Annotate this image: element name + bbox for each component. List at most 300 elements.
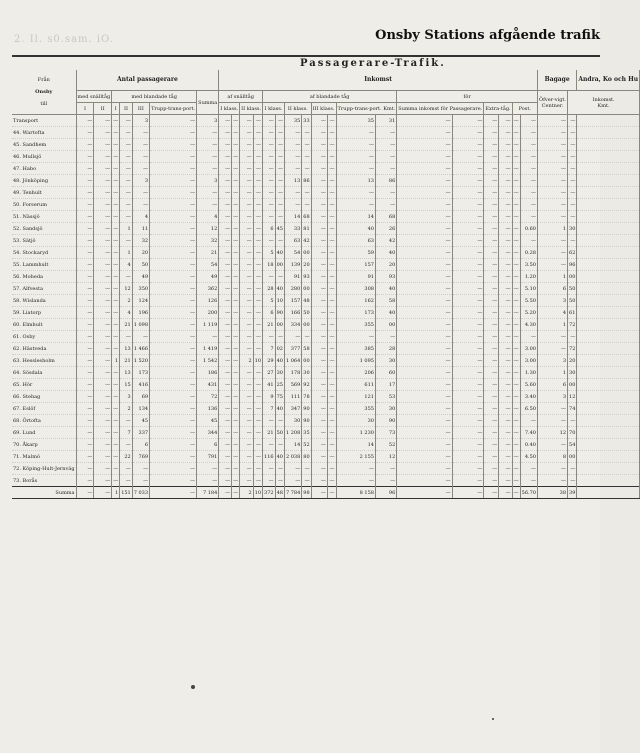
value-cell: — <box>397 139 452 151</box>
value-cell: — <box>397 439 452 451</box>
value-cell: — <box>499 319 512 331</box>
value-cell: — <box>76 187 94 199</box>
station-name: Hesslesholm <box>22 357 55 364</box>
value-cell: — <box>311 439 327 451</box>
value-cell: — <box>537 199 567 211</box>
value-cell: — <box>232 295 240 307</box>
station-number: 52. <box>13 225 21 232</box>
value-cell: 25 <box>275 379 284 391</box>
value-cell: — <box>76 175 94 187</box>
value-cell: — <box>240 475 254 487</box>
value-cell: — <box>112 223 120 235</box>
station-name: Lund <box>22 429 36 436</box>
station-cell <box>12 115 76 127</box>
value-cell: — <box>94 331 112 343</box>
value-cell: — <box>76 427 94 439</box>
value-cell: — <box>232 379 240 391</box>
value-cell: — <box>150 379 197 391</box>
value-cell: — <box>232 115 240 127</box>
value-cell: — <box>150 475 197 487</box>
header-rule <box>12 55 600 57</box>
value-cell: — <box>512 151 520 163</box>
value-cell: 96 <box>568 259 577 271</box>
table-row <box>12 259 640 271</box>
value-cell: 139 <box>284 259 301 271</box>
value-cell: — <box>327 331 336 343</box>
value-cell: — <box>197 475 219 487</box>
value-cell: — <box>327 259 336 271</box>
value-cell: — <box>219 211 232 223</box>
value-cell: 30 <box>284 415 301 427</box>
value-cell <box>577 115 640 127</box>
value-cell: 334 <box>284 319 301 331</box>
value-cell: 1 <box>537 319 567 331</box>
value-cell: 151 <box>120 487 133 499</box>
value-cell: — <box>150 427 197 439</box>
station-number: 51. <box>13 213 21 220</box>
value-cell: — <box>253 451 262 463</box>
station-cell <box>12 175 76 187</box>
value-cell: — <box>512 139 520 151</box>
value-cell <box>577 391 640 403</box>
station-name: Sandsjö <box>22 225 43 232</box>
klass-I-bland: I <box>112 103 120 115</box>
value-cell: — <box>336 475 375 487</box>
value-cell: — <box>327 307 336 319</box>
value-cell: — <box>568 115 577 127</box>
value-cell: — <box>94 211 112 223</box>
station-name: Hästveda <box>22 345 47 352</box>
value-cell: — <box>499 379 512 391</box>
value-cell: 50 <box>132 259 149 271</box>
value-cell: — <box>484 163 499 175</box>
value-cell: — <box>537 175 567 187</box>
value-cell: 344 <box>197 427 219 439</box>
value-cell: — <box>240 307 254 319</box>
value-cell: — <box>219 439 232 451</box>
value-cell: — <box>150 367 197 379</box>
value-cell: — <box>253 403 262 415</box>
value-cell: — <box>375 331 396 343</box>
iii-klass-bland: III klass. <box>311 103 336 115</box>
value-cell: — <box>484 463 499 475</box>
value-cell: — <box>499 439 512 451</box>
value-cell: — <box>512 427 520 439</box>
value-cell: 50 <box>275 427 284 439</box>
value-cell: — <box>484 127 499 139</box>
value-cell: — <box>94 247 112 259</box>
station-name: Sandhem <box>22 141 47 148</box>
value-cell: — <box>253 163 262 175</box>
value-cell <box>577 139 640 151</box>
value-cell: 00 <box>568 451 577 463</box>
value-cell: — <box>112 151 120 163</box>
station-name: Habo <box>22 165 37 172</box>
value-cell: 13 <box>284 175 301 187</box>
value-cell: — <box>537 343 567 355</box>
value-cell: — <box>76 487 94 499</box>
value-cell: — <box>219 295 232 307</box>
station-cell <box>12 307 76 319</box>
value-cell: — <box>232 487 240 499</box>
value-cell: — <box>76 247 94 259</box>
value-cell: — <box>94 475 112 487</box>
value-cell: — <box>150 343 197 355</box>
value-cell: — <box>219 259 232 271</box>
value-cell: — <box>94 199 112 211</box>
value-cell: 10 <box>253 355 262 367</box>
value-cell: — <box>150 175 197 187</box>
value-cell: 14 <box>336 211 375 223</box>
value-cell: — <box>520 475 537 487</box>
value-cell: 14 <box>336 439 375 451</box>
value-cell: — <box>452 307 484 319</box>
value-cell: — <box>397 379 452 391</box>
value-cell: 20 <box>568 355 577 367</box>
value-cell: — <box>240 235 254 247</box>
running-title: Onsby Stations afgående trafik <box>375 28 600 43</box>
value-cell: — <box>275 199 284 211</box>
klass-I-snall: I <box>76 103 94 115</box>
value-cell: — <box>197 151 219 163</box>
value-cell: — <box>253 307 262 319</box>
value-cell: — <box>375 163 396 175</box>
value-cell: — <box>452 475 484 487</box>
value-cell: — <box>327 235 336 247</box>
value-cell: — <box>76 343 94 355</box>
value-cell <box>577 211 640 223</box>
bagage-inkomst-header: Inkomst. Kmt. <box>568 91 640 115</box>
value-cell: — <box>197 463 219 475</box>
value-cell: 5 <box>263 295 276 307</box>
value-cell: — <box>568 463 577 475</box>
value-cell: — <box>120 163 133 175</box>
value-cell: 78 <box>302 391 311 403</box>
value-cell: 21 <box>120 355 133 367</box>
value-cell: — <box>284 139 301 151</box>
value-cell <box>577 163 640 175</box>
value-cell: — <box>284 475 301 487</box>
station-name: Osby <box>22 333 36 340</box>
value-cell: — <box>150 391 197 403</box>
value-cell: — <box>336 151 375 163</box>
value-cell <box>577 187 640 199</box>
station-name: Malmö <box>22 453 40 460</box>
value-cell: — <box>150 163 197 175</box>
value-cell: — <box>327 139 336 151</box>
value-cell: — <box>397 367 452 379</box>
station-cell <box>12 463 76 475</box>
value-cell: — <box>452 487 484 499</box>
value-cell: — <box>336 163 375 175</box>
value-cell: — <box>253 259 262 271</box>
value-cell: — <box>327 415 336 427</box>
value-cell: — <box>112 307 120 319</box>
value-cell: 30 <box>568 367 577 379</box>
value-cell: — <box>311 391 327 403</box>
value-cell: — <box>484 271 499 283</box>
value-cell: — <box>520 187 537 199</box>
value-cell: — <box>240 151 254 163</box>
value-cell: — <box>311 247 327 259</box>
value-cell: 134 <box>132 403 149 415</box>
antal-header: Antal passagerare <box>76 70 219 91</box>
value-cell: — <box>484 367 499 379</box>
value-cell: — <box>253 271 262 283</box>
value-cell: 3 <box>537 391 567 403</box>
station-name: Lammhult <box>22 261 49 268</box>
value-cell: — <box>311 331 327 343</box>
table-row <box>12 127 640 139</box>
value-cell: — <box>452 367 484 379</box>
value-cell: — <box>253 343 262 355</box>
value-cell: 62 <box>568 247 577 259</box>
station-cell <box>12 355 76 367</box>
value-cell: — <box>94 283 112 295</box>
value-cell: 1.30 <box>520 367 537 379</box>
value-cell: — <box>484 247 499 259</box>
value-cell: — <box>275 115 284 127</box>
table-row <box>12 235 640 247</box>
value-cell: — <box>132 463 149 475</box>
value-cell: — <box>150 451 197 463</box>
value-cell: — <box>327 355 336 367</box>
station-name: Köping-Hult-Jernväg <box>22 465 75 472</box>
value-cell: — <box>397 391 452 403</box>
station-cell <box>12 139 76 151</box>
value-cell: — <box>311 403 327 415</box>
value-cell: — <box>240 415 254 427</box>
value-cell: 02 <box>275 343 284 355</box>
value-cell: — <box>120 271 133 283</box>
value-cell: 40 <box>336 223 375 235</box>
value-cell: — <box>263 439 276 451</box>
value-cell: — <box>240 331 254 343</box>
value-cell: — <box>520 199 537 211</box>
value-cell: — <box>112 259 120 271</box>
value-cell: — <box>232 175 240 187</box>
station-number: 56. <box>13 273 21 280</box>
value-cell: 12 <box>197 223 219 235</box>
med-snalltag-header: med snälltåg <box>76 91 112 103</box>
value-cell: — <box>263 199 276 211</box>
value-cell: — <box>311 283 327 295</box>
value-cell <box>577 331 640 343</box>
value-cell: — <box>327 175 336 187</box>
value-cell: — <box>76 211 94 223</box>
value-cell: — <box>452 259 484 271</box>
value-cell: 1 542 <box>197 355 219 367</box>
value-cell: 1.20 <box>520 271 537 283</box>
value-cell: — <box>284 331 301 343</box>
value-cell: — <box>512 199 520 211</box>
value-cell: — <box>120 175 133 187</box>
value-cell: — <box>150 139 197 151</box>
value-cell: 4.30 <box>520 319 537 331</box>
value-cell: — <box>120 331 133 343</box>
value-cell: — <box>484 487 499 499</box>
value-cell: — <box>240 283 254 295</box>
station-number: 55. <box>13 261 21 268</box>
value-cell: 377 <box>284 343 301 355</box>
value-cell: — <box>568 331 577 343</box>
station-number: 63. <box>13 357 21 364</box>
value-cell: 63 <box>284 235 301 247</box>
value-cell: — <box>232 127 240 139</box>
value-cell: — <box>219 451 232 463</box>
station-number: 64. <box>13 369 21 376</box>
value-cell: — <box>311 235 327 247</box>
value-cell: 1 520 <box>132 355 149 367</box>
value-cell: — <box>284 151 301 163</box>
value-cell: — <box>232 259 240 271</box>
value-cell: — <box>484 235 499 247</box>
value-cell: 69 <box>132 391 149 403</box>
table-row <box>12 247 640 259</box>
value-cell: — <box>397 343 452 355</box>
value-cell: 00 <box>302 247 311 259</box>
station-number: 69. <box>13 429 21 436</box>
value-cell: — <box>397 355 452 367</box>
value-cell: — <box>94 319 112 331</box>
station-cell <box>12 223 76 235</box>
station-name: Nässjö <box>22 213 40 220</box>
table-row <box>12 439 640 451</box>
value-cell: — <box>240 343 254 355</box>
value-cell: — <box>537 403 567 415</box>
value-cell: — <box>253 247 262 259</box>
value-cell: — <box>452 331 484 343</box>
value-cell: 6 <box>132 439 149 451</box>
value-cell: — <box>253 223 262 235</box>
value-cell: — <box>76 295 94 307</box>
value-cell: — <box>311 115 327 127</box>
table-row <box>12 331 640 343</box>
value-cell: 350 <box>132 283 149 295</box>
table-row <box>12 379 640 391</box>
value-cell: — <box>302 331 311 343</box>
value-cell: — <box>275 151 284 163</box>
value-cell: — <box>232 475 240 487</box>
value-cell: — <box>253 391 262 403</box>
value-cell: — <box>112 247 120 259</box>
value-cell: — <box>397 463 452 475</box>
value-cell: — <box>302 163 311 175</box>
value-cell: 200 <box>197 307 219 319</box>
value-cell: 58 <box>302 343 311 355</box>
value-cell: 40 <box>275 451 284 463</box>
value-cell: — <box>76 475 94 487</box>
value-cell: — <box>76 319 94 331</box>
value-cell: — <box>311 487 327 499</box>
value-cell: — <box>150 487 197 499</box>
value-cell: — <box>397 211 452 223</box>
value-cell: — <box>150 211 197 223</box>
value-cell: — <box>499 247 512 259</box>
value-cell: 21 <box>197 247 219 259</box>
value-cell: — <box>537 127 567 139</box>
value-cell: — <box>452 139 484 151</box>
value-cell: — <box>240 403 254 415</box>
value-cell: — <box>112 403 120 415</box>
value-cell <box>577 403 640 415</box>
value-cell: — <box>452 235 484 247</box>
value-cell: 45 <box>132 415 149 427</box>
value-cell: — <box>197 127 219 139</box>
value-cell: — <box>150 259 197 271</box>
value-cell: 11 <box>132 223 149 235</box>
value-cell: — <box>94 355 112 367</box>
station-cell <box>12 151 76 163</box>
value-cell: 7.40 <box>520 427 537 439</box>
value-cell: — <box>150 307 197 319</box>
value-cell: — <box>132 127 149 139</box>
value-cell: — <box>327 283 336 295</box>
value-cell: — <box>112 163 120 175</box>
value-cell: — <box>253 415 262 427</box>
value-cell: — <box>512 115 520 127</box>
value-cell: — <box>397 259 452 271</box>
value-cell: 96 <box>375 487 396 499</box>
value-cell: — <box>484 151 499 163</box>
value-cell: 3 <box>120 391 133 403</box>
value-cell: — <box>132 163 149 175</box>
value-cell: — <box>512 367 520 379</box>
value-cell: — <box>232 403 240 415</box>
trupp-header: Trupp-trans-port. <box>150 103 197 115</box>
value-cell: — <box>94 427 112 439</box>
value-cell: 98 <box>302 487 311 499</box>
value-cell: — <box>499 199 512 211</box>
value-cell <box>577 367 640 379</box>
value-cell: — <box>397 415 452 427</box>
value-cell: — <box>327 463 336 475</box>
value-cell: — <box>263 271 276 283</box>
station-number: 47. <box>13 165 21 172</box>
value-cell: 2 038 <box>284 451 301 463</box>
value-cell: — <box>232 307 240 319</box>
value-cell: 38 <box>537 487 567 499</box>
value-cell: 1 <box>537 367 567 379</box>
value-cell: — <box>302 463 311 475</box>
value-cell: — <box>520 211 537 223</box>
value-cell: 92 <box>302 379 311 391</box>
value-cell: — <box>512 475 520 487</box>
value-cell: 50 <box>568 295 577 307</box>
value-cell: — <box>120 475 133 487</box>
value-cell: 80 <box>302 451 311 463</box>
value-cell: — <box>219 163 232 175</box>
station-name: Forserum <box>22 201 48 208</box>
value-cell: — <box>275 187 284 199</box>
value-cell: — <box>537 475 567 487</box>
value-cell: — <box>253 331 262 343</box>
value-cell: — <box>94 295 112 307</box>
value-cell: — <box>219 235 232 247</box>
value-cell: — <box>232 439 240 451</box>
bleed-through-text: 2. Il. s0.sam. iO. <box>14 34 114 45</box>
station-number: 59. <box>13 309 21 316</box>
station-cell <box>12 247 76 259</box>
value-cell: 00 <box>275 259 284 271</box>
value-cell: — <box>452 439 484 451</box>
station-name: Wislanda <box>22 297 46 304</box>
value-cell: — <box>94 403 112 415</box>
value-cell: 42 <box>375 235 396 247</box>
value-cell: — <box>512 307 520 319</box>
value-cell: — <box>132 199 149 211</box>
value-cell: — <box>150 439 197 451</box>
